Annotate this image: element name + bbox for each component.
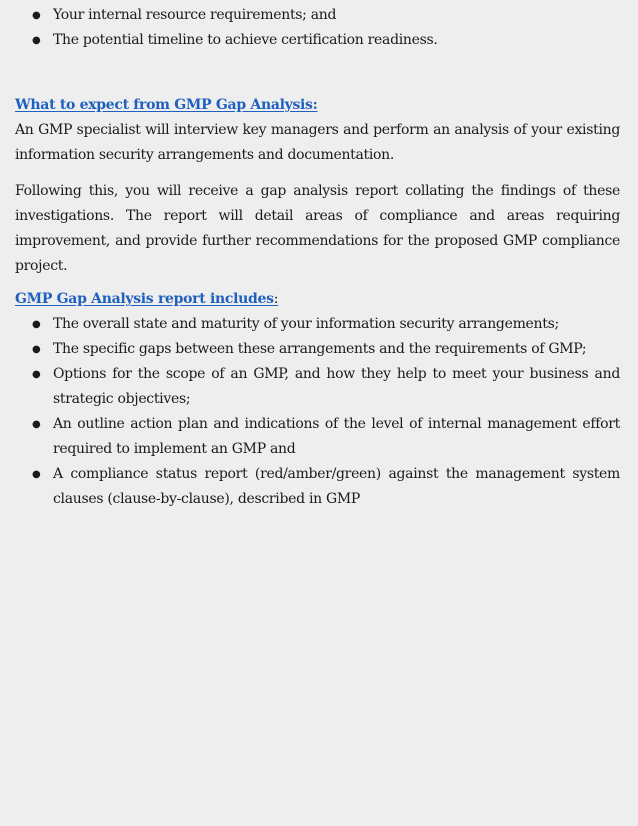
list-item bbox=[15, 362, 620, 412]
section-heading-what-to-expect[interactable]: What to expect from GMP Gap Analysis: bbox=[15, 97, 318, 113]
paragraph-specialist-interview: An GMP specialist will interview key managers and perform an analysis of your existing information security arrangements and documentation. bbox=[15, 122, 620, 163]
list-item bbox=[15, 412, 620, 462]
list-item bbox=[15, 3, 620, 28]
bullet-icon: ● bbox=[32, 319, 41, 330]
document-content bbox=[15, 3, 620, 512]
bullet-icon: ● bbox=[32, 369, 41, 380]
heading-colon: : bbox=[273, 291, 279, 307]
bullet-icon: ● bbox=[32, 344, 41, 355]
list-item bbox=[15, 462, 620, 512]
list-item-text: Options for the scope of an GMP, and how they help to meet your business and strategic objectives; bbox=[53, 366, 620, 407]
section-heading-report-includes bbox=[15, 287, 620, 312]
list-item bbox=[15, 337, 620, 362]
list-item bbox=[15, 28, 620, 53]
report-includes-link[interactable]: GMP Gap Analysis report includes bbox=[15, 291, 274, 307]
list-item-text: The overall state and maturity of your information security arrangements; bbox=[53, 316, 559, 332]
bullet-icon: ● bbox=[32, 10, 41, 21]
report-includes-bullet-list bbox=[15, 312, 620, 512]
paragraph-gap-report: Following this, you will receive a gap analysis report collating the findings of these investigations. The report will detail areas of compliance and areas requiring improvement, and provide further recommendations for the proposed GMP compliance project. bbox=[15, 183, 620, 274]
bullet-icon: ● bbox=[32, 419, 41, 430]
list-item-text: A compliance status report (red/amber/green) against the management system clauses (clause-by-clause), described in GMP bbox=[53, 466, 620, 507]
list-item-text: The potential timeline to achieve certification readiness. bbox=[53, 32, 438, 48]
bullet-icon: ● bbox=[32, 469, 41, 480]
list-item-text: The specific gaps between these arrangements and the requirements of GMP; bbox=[53, 341, 587, 357]
bullet-icon: ● bbox=[32, 35, 41, 46]
list-item-text: An outline action plan and indications of the level of internal management effort required to implement an GMP and bbox=[53, 416, 620, 457]
list-item-text: Your internal resource requirements; and bbox=[53, 7, 337, 23]
list-item bbox=[15, 312, 620, 337]
intro-bullet-list bbox=[15, 3, 620, 53]
